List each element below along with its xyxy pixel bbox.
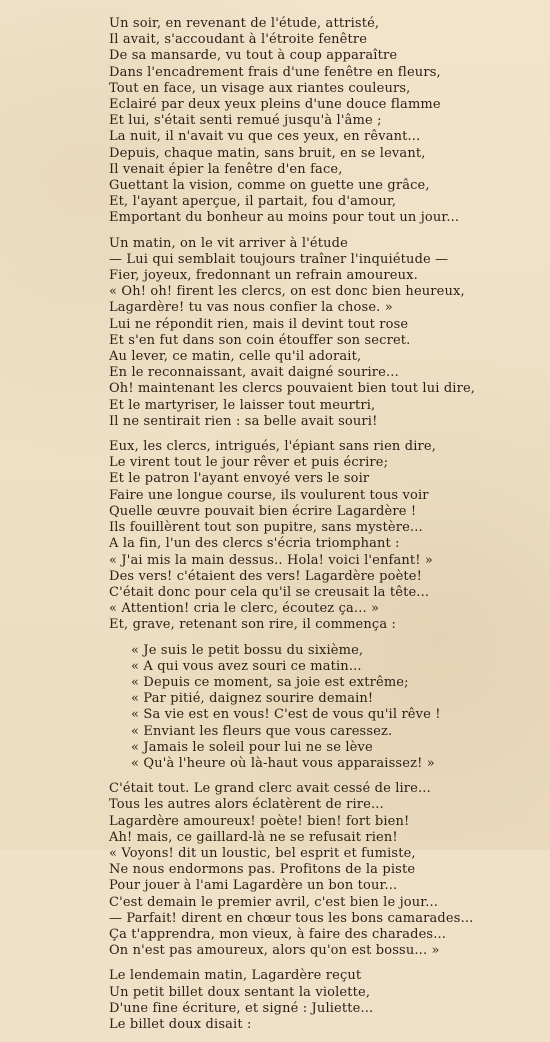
poem-line: Depuis, chaque matin, sans bruit, en se levant, <box>109 145 426 161</box>
poem-line: « Enviant les fleurs que vous caressez. <box>131 723 393 739</box>
stanza-1 <box>109 16 534 227</box>
poem-line: Et s'en fut dans son coin étouffer son secret. <box>109 332 411 348</box>
poem-line: « Par pitié, daignez sourire demain! <box>131 691 374 707</box>
poem-line: « Oh! oh! firent les clercs, on est donc bien heureux, <box>109 284 465 300</box>
poem-line: Un petit billet doux sentant la violette, <box>109 984 371 1000</box>
poem-line: Il ne sentirait rien : sa belle avait souri! <box>109 413 378 429</box>
poem-line: « Je suis le petit bossu du sixième, <box>131 642 364 658</box>
poem-line: Fier, joyeux, fredonnant un refrain amoureux. <box>109 268 418 284</box>
poem-line: Le billet doux disait : <box>109 1016 252 1032</box>
poem-line: Quelle œuvre pouvait bien écrire Lagardère ! <box>109 503 417 519</box>
poem-line: C'est demain le premier avril, c'est bien le jour... <box>109 894 439 910</box>
poem-line: Ça t'apprendra, mon vieux, à faire des charades... <box>109 926 447 942</box>
poem-line: Dans l'encadrement frais d'une fenêtre en fleurs, <box>109 64 441 80</box>
poem-line: Oh! maintenant les clercs pouvaient bien tout lui dire, <box>109 381 476 397</box>
poem-line: « Sa vie est en vous! C'est de vous qu'il rêve ! <box>131 707 441 723</box>
poem-line: Emportant du bonheur au moins pour tout un jour... <box>109 210 460 226</box>
poem-line: Ils fouillèrent tout son pupitre, sans mystère... <box>109 520 423 536</box>
stanza-4-quoted-poem <box>109 643 534 773</box>
poem-line: « Attention! cria le clerc, écoutez ça... » <box>109 601 380 617</box>
stanza-6 <box>109 968 534 1033</box>
poem-text <box>109 16 534 1042</box>
poem-line: Faire une longue course, ils voulurent tous voir <box>109 487 429 503</box>
poem-line: Et, l'ayant aperçue, il partait, fou d'amour, <box>109 194 397 210</box>
poem-line: Pour jouer à l'ami Lagardère un bon tour... <box>109 878 398 894</box>
poem-line: En le reconnaissant, avait daigné sourire... <box>109 365 399 381</box>
poem-line: « Voyons! dit un loustic, bel esprit et fumiste, <box>109 845 416 861</box>
poem-line: « Jamais le soleil pour lui ne se lève <box>131 739 373 755</box>
poem-line: « Qu'à l'heure où là-haut vous apparaissez! » <box>131 755 435 771</box>
poem-line: De sa mansarde, vu tout à coup apparaître <box>109 48 398 64</box>
poem-line: Un soir, en revenant de l'étude, attristé, <box>109 16 380 31</box>
poem-line: Ne nous endormons pas. Profitons de la piste <box>109 862 416 878</box>
stanza-3 <box>109 439 534 633</box>
poem-line: Un matin, on le vit arriver à l'étude <box>109 235 348 251</box>
poem-line: Tous les autres alors éclatèrent de rire... <box>109 797 384 813</box>
poem-line: — Lui qui semblait toujours traîner l'inquiétude — <box>109 251 449 267</box>
poem-line: Et le patron l'ayant envoyé vers le soir <box>109 471 370 487</box>
poem-line: Et lui, s'était senti remué jusqu'à l'âme ; <box>109 113 382 129</box>
poem-line: Le virent tout le jour rêver et puis écrire; <box>109 455 389 471</box>
poem-line: Tout en face, un visage aux riantes couleurs, <box>109 80 411 96</box>
poem-line: Guettant la vision, comme on guette une grâce, <box>109 178 430 194</box>
poem-line: « Depuis ce moment, sa joie est extrême; <box>131 674 409 690</box>
poem-line: Il avait, s'accoudant à l'étroite fenêtre <box>109 32 368 48</box>
poem-line: Et le martyriser, le laisser tout meurtri, <box>109 397 376 413</box>
poem-line: Lagardère amoureux! poète! bien! fort bien! <box>109 813 410 829</box>
poem-line: D'une fine écriture, et signé : Juliette... <box>109 1000 374 1016</box>
poem-line: Il venait épier la fenêtre d'en face, <box>109 161 343 177</box>
poem-line: On n'est pas amoureux, alors qu'on est bossu... » <box>109 943 440 959</box>
poem-line: Lui ne répondit rien, mais il devint tout rose <box>109 316 409 332</box>
poem-line: « J'ai mis la main dessus.. Hola! voici l'enfant! » <box>109 552 434 568</box>
poem-line: Des vers! c'étaient des vers! Lagardère poète! <box>109 568 423 584</box>
poem-line: Eux, les clercs, intrigués, l'épiant sans rien dire, <box>109 439 436 455</box>
poem-line: C'était donc pour cela qu'il se creusait la tête... <box>109 584 430 600</box>
poem-line: A la fin, l'un des clercs s'écria triomphant : <box>109 536 400 552</box>
poem-line: — Parfait! dirent en chœur tous les bons camarades... <box>109 910 474 926</box>
poem-line: Ah! mais, ce gaillard-là ne se refusait rien! <box>109 829 398 845</box>
stanza-2 <box>109 236 534 430</box>
poem-line: C'était tout. Le grand clerc avait cessé de lire... <box>109 781 431 797</box>
stanza-5 <box>109 781 534 959</box>
poem-line: Le lendemain matin, Lagardère reçut <box>109 968 362 984</box>
poem-line: Eclairé par deux yeux pleins d'une douce flamme <box>109 97 441 113</box>
poem-line: La nuit, il n'avait vu que ces yeux, en rêvant... <box>109 129 421 145</box>
poem-line: Et, grave, retenant son rire, il commença : <box>109 617 397 633</box>
poem-line: Lagardère! tu vas nous confier la chose. » <box>109 300 393 316</box>
poem-line: Au lever, ce matin, celle qu'il adorait, <box>109 349 362 365</box>
poem-line: « A qui vous avez souri ce matin... <box>131 658 362 674</box>
